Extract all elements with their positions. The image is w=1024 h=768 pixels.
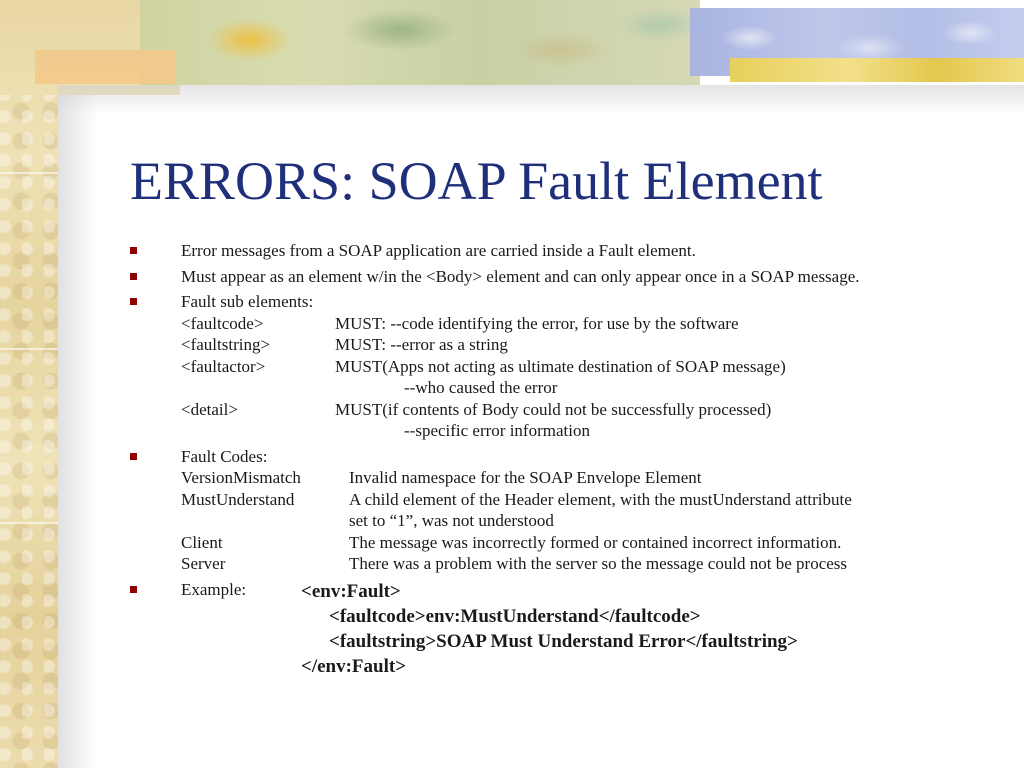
element-desc: MUST: --error as a string xyxy=(335,335,508,354)
element-desc: MUST(Apps not acting as ultimate destination of SOAP message) xyxy=(335,356,786,376)
fault-sub-row xyxy=(181,356,1010,378)
strip-divider xyxy=(0,348,58,350)
fault-sub-elements xyxy=(130,291,1010,442)
bullet-square-icon xyxy=(130,298,137,305)
element-name: <faultcode> xyxy=(181,313,264,333)
fault-sub-row xyxy=(181,313,1010,335)
fault-code-row xyxy=(181,532,1010,554)
bullet-text: Must appear as an element w/in the <Body> element and can only appear once in a SOAP message. xyxy=(181,266,860,286)
code-line: <faultstring>SOAP Must Understand Error</faultstring> xyxy=(329,630,798,652)
fault-code-row xyxy=(181,467,1010,489)
fault-code-name: MustUnderstand xyxy=(181,489,295,509)
bullet-square-icon xyxy=(130,586,137,593)
bullet-square-icon xyxy=(130,247,137,254)
parchment-strip xyxy=(0,0,58,768)
example-row xyxy=(181,579,1010,679)
fault-code-desc-continued: set to “1”, was not understood xyxy=(349,511,554,530)
element-name: <faultstring> xyxy=(181,335,271,354)
bullet-text: Error messages from a SOAP application are carried inside a Fault element. xyxy=(181,241,696,260)
example-block xyxy=(130,579,1010,679)
banner-orange-block xyxy=(35,50,175,84)
element-name: <detail> xyxy=(181,399,238,419)
element-desc-continued: --specific error information xyxy=(404,421,590,440)
fault-code-name: VersionMismatch xyxy=(181,468,301,487)
fault-code-desc: There was a problem with the server so the message could not be process xyxy=(349,554,848,573)
example-label: Example: xyxy=(181,579,247,599)
strip-divider xyxy=(0,172,58,174)
example-code xyxy=(301,579,798,679)
fault-sub-row xyxy=(181,334,1010,356)
fault-code-name: Client xyxy=(181,532,223,552)
banner-shadow xyxy=(58,85,1024,115)
decorative-banner xyxy=(0,0,1024,95)
element-desc: MUST: --code identifying the error, for use by the software xyxy=(335,313,739,333)
strip-divider xyxy=(0,522,58,524)
strip-shadow xyxy=(58,0,98,768)
slide-title: ERRORS: SOAP Fault Element xyxy=(130,151,823,211)
banner-leaf-collage xyxy=(140,0,700,85)
fault-code-desc: Invalid namespace for the SOAP Envelope Element xyxy=(349,468,702,487)
code-line: <faultcode>env:MustUnderstand</faultcode> xyxy=(329,605,701,627)
element-name: <faultactor> xyxy=(181,356,266,376)
fault-sub-row xyxy=(181,399,1010,421)
bullet-item xyxy=(130,240,1010,262)
fault-code-row xyxy=(181,489,1010,511)
bullet-square-icon xyxy=(130,453,137,460)
bullet-square-icon xyxy=(130,273,137,280)
element-desc-continued: --who caused the error xyxy=(404,378,558,397)
fault-codes-heading: Fault Codes: xyxy=(181,446,268,466)
fault-code-name: Server xyxy=(181,554,226,573)
banner-yellow-strip xyxy=(730,58,1024,82)
code-line: </env:Fault> xyxy=(301,655,407,677)
element-desc: MUST(if contents of Body could not be successfully processed) xyxy=(335,399,772,419)
fault-sub-heading: Fault sub elements: xyxy=(181,292,314,311)
fault-codes xyxy=(130,446,1010,575)
fault-code-desc: A child element of the Header element, with the mustUnderstand attribute xyxy=(349,489,852,509)
bullet-item xyxy=(130,266,1010,288)
fault-code-desc: The message was incorrectly formed or contained incorrect information. xyxy=(349,532,842,552)
slide-body xyxy=(130,240,1010,683)
fault-code-row xyxy=(181,553,1010,575)
code-line: <env:Fault> xyxy=(301,580,401,602)
